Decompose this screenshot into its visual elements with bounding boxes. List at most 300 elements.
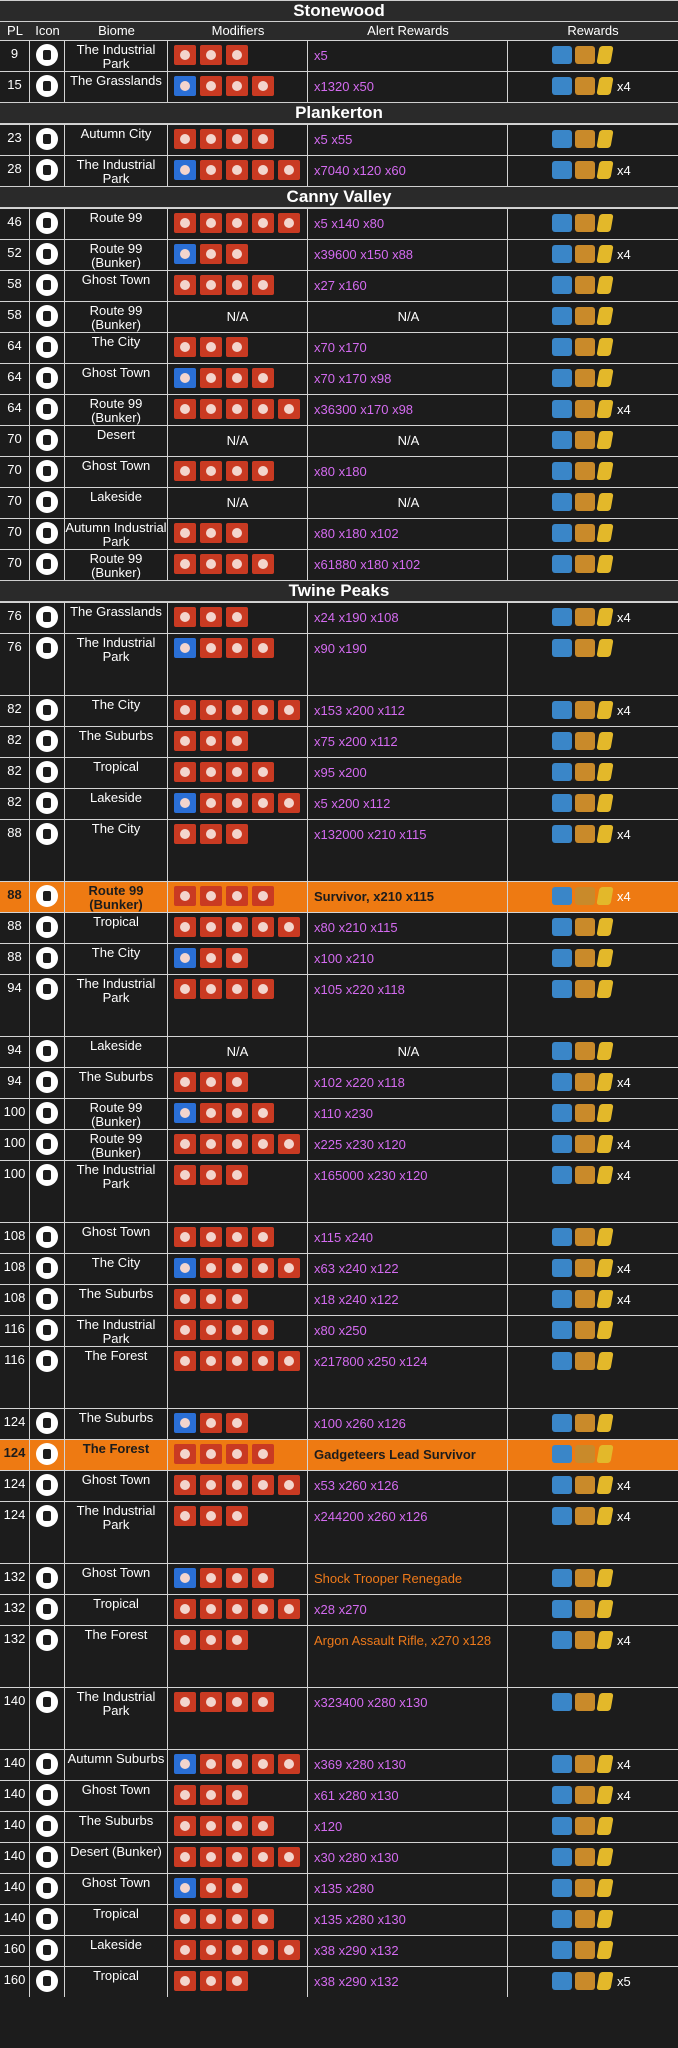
biome-icon-cell [30, 1502, 65, 1563]
power-level: 52 [0, 240, 30, 270]
biome-icon-cell [30, 1285, 65, 1315]
modifier-icons [174, 1816, 274, 1836]
modifier-icon [226, 244, 248, 264]
reward-icon [596, 918, 613, 936]
modifier-icons [174, 1351, 300, 1371]
alert-rewards-cell [308, 271, 508, 301]
reward-icon [552, 1600, 572, 1618]
modifier-icon [226, 1847, 248, 1867]
table-row [0, 1904, 678, 1935]
reward-icon [575, 1476, 595, 1494]
reward-icon [575, 307, 595, 325]
rewards-cell [508, 1254, 678, 1284]
modifier-icons [174, 1103, 274, 1123]
biome-icon-cell [30, 1440, 65, 1470]
reward-icon [575, 639, 595, 657]
modifier-icon [226, 1506, 248, 1526]
modifiers-cell [168, 72, 308, 102]
modifier-icon [174, 700, 196, 720]
rewards-cell [508, 727, 678, 757]
biome-icon-cell [30, 1843, 65, 1873]
modifier-icon [174, 1072, 196, 1092]
modifier-icon [200, 948, 222, 968]
biome-icon [36, 491, 58, 513]
biome-icon [36, 1071, 58, 1093]
biome-icon [36, 1629, 58, 1651]
modifier-icons [174, 1506, 248, 1526]
biome-name: Ghost Town [65, 1471, 168, 1501]
alert-rewards-cell [308, 240, 508, 270]
reward-icon [596, 400, 613, 418]
modifier-icon [252, 1134, 274, 1154]
reward-icon [596, 1879, 613, 1897]
reward-icon [596, 1910, 613, 1928]
biome-icon-cell [30, 1347, 65, 1408]
reward-icons [552, 763, 612, 781]
modifier-icon [226, 1227, 248, 1247]
alert-rewards-text: x30 x280 x130 [314, 1850, 399, 1865]
table-row [0, 155, 678, 186]
modifiers-na: N/A [226, 495, 249, 510]
biome-icon-cell [30, 364, 65, 394]
modifier-icon [200, 1506, 222, 1526]
modifiers-cell [168, 944, 308, 974]
rewards-cell [508, 1161, 678, 1222]
biome-name: The City [65, 820, 168, 881]
reward-icons [552, 794, 612, 812]
biome-icon-cell [30, 1874, 65, 1904]
biome-name: The Suburbs [65, 1068, 168, 1098]
reward-icon [575, 130, 595, 148]
modifier-icon [252, 1847, 274, 1867]
alert-rewards-text: x90 x190 [314, 641, 367, 656]
biome-icon [36, 1257, 58, 1279]
modifier-icon [226, 1475, 248, 1495]
modifier-icon [252, 1475, 274, 1495]
modifier-icon [200, 275, 222, 295]
power-level: 140 [0, 1688, 30, 1749]
alert-rewards-text: x53 x260 x126 [314, 1478, 399, 1493]
modifiers-cell [168, 1843, 308, 1873]
biome-icon-cell [30, 758, 65, 788]
biome-icon [36, 1846, 58, 1868]
modifier-icon [174, 461, 196, 481]
reward-icons [552, 493, 612, 511]
column-header: Biome [98, 23, 135, 38]
alert-rewards-cell [308, 333, 508, 363]
alert-rewards-text: x95 x200 [314, 765, 367, 780]
modifier-icon [278, 1847, 300, 1867]
modifier-icons [174, 275, 274, 295]
reward-icon [575, 338, 595, 356]
table-row [0, 602, 678, 633]
reward-icon [575, 608, 595, 626]
table-row [0, 1811, 678, 1842]
modifier-icon [200, 461, 222, 481]
rewards-cell [508, 41, 678, 71]
modifiers-cell [168, 1130, 308, 1160]
biome-icon [36, 1443, 58, 1465]
power-level: 88 [0, 820, 30, 881]
reward-icons [552, 732, 612, 750]
modifier-icon [174, 368, 196, 388]
modifier-icons [174, 638, 274, 658]
table-row [0, 819, 678, 881]
modifier-icons [174, 1227, 274, 1247]
reward-icons [552, 1135, 631, 1153]
biome-name: The Industrial Park [65, 1688, 168, 1749]
reward-icon [596, 245, 613, 263]
alert-rewards-cell [308, 457, 508, 487]
alert-rewards-cell [308, 1564, 508, 1594]
modifiers-na: N/A [226, 433, 249, 448]
modifier-icon [200, 160, 222, 180]
modifiers-cell [168, 1037, 308, 1067]
reward-icon [575, 887, 595, 905]
alert-rewards-text: Argon Assault Rifle, x270 x128 [314, 1633, 492, 1648]
modifier-icon [252, 1816, 274, 1836]
reward-icon [552, 1104, 572, 1122]
rewards-cell [508, 1564, 678, 1594]
biome-icon-cell [30, 1223, 65, 1253]
modifier-icon [226, 948, 248, 968]
rewards-cell [508, 820, 678, 881]
modifier-icons [174, 1692, 274, 1712]
rewards-cell [508, 72, 678, 102]
modifier-icon [278, 1351, 300, 1371]
alert-rewards-text: x244200 x260 x126 [314, 1509, 428, 1524]
modifier-icon [200, 917, 222, 937]
alert-rewards-cell [308, 1595, 508, 1625]
reward-icon [552, 1259, 572, 1277]
rewards-cell [508, 975, 678, 1036]
biome-icon-cell [30, 1068, 65, 1098]
reward-icon [552, 276, 572, 294]
modifier-icon [174, 1506, 196, 1526]
reward-icons [552, 918, 612, 936]
alert-rewards-cell [308, 882, 508, 912]
reward-icons [552, 949, 612, 967]
alert-rewards-cell [308, 696, 508, 726]
biome-icon-cell [30, 1688, 65, 1749]
reward-icons [552, 1352, 612, 1370]
alert-rewards-text: x75 x200 x112 [314, 734, 398, 749]
reward-icon [596, 1352, 613, 1370]
modifier-icons [174, 1258, 300, 1278]
modifier-icon [278, 1258, 300, 1278]
reward-icon [596, 1166, 613, 1184]
reward-icon [552, 1228, 572, 1246]
modifier-icons [174, 45, 248, 65]
table-row [0, 633, 678, 695]
modifier-icon [278, 399, 300, 419]
modifier-icon [200, 731, 222, 751]
modifier-icons [174, 1444, 274, 1464]
reward-icon [552, 130, 572, 148]
modifiers-cell [168, 1967, 308, 1997]
reward-icon [552, 763, 572, 781]
table-row [0, 487, 678, 518]
reward-icon [575, 1321, 595, 1339]
power-level: 82 [0, 789, 30, 819]
reward-icon [596, 1135, 613, 1153]
reward-icon [575, 1104, 595, 1122]
reward-icon [575, 1693, 595, 1711]
reward-icon [596, 1848, 613, 1866]
biome-icon-cell [30, 240, 65, 270]
biome-icon [36, 159, 58, 181]
table-row [0, 726, 678, 757]
modifier-icon [174, 1785, 196, 1805]
biome-icon-cell [30, 944, 65, 974]
biome-icon [36, 1908, 58, 1930]
modifier-icon [252, 461, 274, 481]
modifiers-cell [168, 1471, 308, 1501]
modifier-icon [226, 1072, 248, 1092]
power-level: 132 [0, 1626, 30, 1687]
alert-rewards-cell [308, 1130, 508, 1160]
alert-rewards-text: x7040 x120 x60 [314, 163, 406, 178]
biome-name: Ghost Town [65, 1223, 168, 1253]
modifiers-cell [168, 1626, 308, 1687]
modifiers-cell [168, 240, 308, 270]
reward-icons [552, 1910, 612, 1928]
reward-icons [552, 1879, 612, 1897]
biome-name: Route 99 [65, 209, 168, 239]
power-level: 82 [0, 727, 30, 757]
alert-rewards-cell [308, 758, 508, 788]
section-title: Stonewood [0, 0, 678, 22]
alert-rewards-cell [308, 603, 508, 633]
modifier-icon [226, 1692, 248, 1712]
modifier-icon [200, 1227, 222, 1247]
modifiers-cell [168, 882, 308, 912]
reward-icon [552, 918, 572, 936]
modifiers-cell [168, 1161, 308, 1222]
modifier-icon [200, 368, 222, 388]
reward-icon [552, 400, 572, 418]
biome-icon-cell [30, 72, 65, 102]
modifier-icons [174, 824, 248, 844]
biome-icon [36, 1877, 58, 1899]
modifier-icon [226, 1134, 248, 1154]
modifiers-cell [168, 125, 308, 155]
modifier-icon [174, 1630, 196, 1650]
rewards-cell [508, 395, 678, 425]
modifier-icon [252, 979, 274, 999]
biome-name: The Forest [65, 1440, 168, 1470]
table-row [0, 332, 678, 363]
modifier-icon [226, 1940, 248, 1960]
reward-icon [552, 1693, 572, 1711]
rewards-cell [508, 1130, 678, 1160]
alert-rewards-cell [308, 820, 508, 881]
alert-rewards-cell [308, 156, 508, 186]
reward-icon [552, 608, 572, 626]
reward-icons [552, 130, 612, 148]
table-row [0, 456, 678, 487]
modifier-icons [174, 160, 300, 180]
biome-icon-cell [30, 1595, 65, 1625]
modifier-icon [200, 1475, 222, 1495]
rewards-cell [508, 696, 678, 726]
modifiers-cell [168, 1440, 308, 1470]
alert-rewards-text: x36300 x170 x98 [314, 402, 414, 417]
modifier-icon [174, 1568, 196, 1588]
reward-icon [575, 1755, 595, 1773]
biome-icon-cell [30, 696, 65, 726]
modifier-icon [226, 160, 248, 180]
modifier-icon [174, 244, 196, 264]
alert-rewards-cell [308, 1812, 508, 1842]
table-row [0, 1966, 678, 1997]
modifier-icon [174, 76, 196, 96]
modifier-icon [252, 886, 274, 906]
modifier-icons [174, 1165, 248, 1185]
biome-icon-cell [30, 1564, 65, 1594]
biome-name: Lakeside [65, 789, 168, 819]
reward-icon [575, 1507, 595, 1525]
modifier-icon [252, 1320, 274, 1340]
reward-icons [552, 1166, 631, 1184]
modifiers-cell [168, 1316, 308, 1346]
reward-icons [552, 1848, 612, 1866]
reward-icon [575, 245, 595, 263]
reward-icons [552, 1600, 612, 1618]
reward-icon [575, 555, 595, 573]
reward-icon [575, 825, 595, 843]
alert-rewards-text: N/A [397, 1044, 420, 1059]
reward-count: x4 [617, 401, 631, 417]
alert-rewards-text: x61880 x180 x102 [314, 557, 421, 572]
modifiers-cell [168, 426, 308, 456]
reward-icon [552, 980, 572, 998]
biome-icon [36, 128, 58, 150]
biome-icon-cell [30, 1967, 65, 1997]
reward-icon [552, 1848, 572, 1866]
modifier-icon [200, 45, 222, 65]
modifier-icon [200, 1289, 222, 1309]
modifier-icon [226, 1785, 248, 1805]
modifiers-cell [168, 395, 308, 425]
reward-icon [596, 608, 613, 626]
modifier-icons [174, 76, 274, 96]
biome-name: Route 99 (Bunker) [65, 882, 168, 912]
modifier-icon [200, 76, 222, 96]
modifier-icon [200, 824, 222, 844]
modifiers-cell [168, 820, 308, 881]
reward-icons [552, 1414, 612, 1432]
modifier-icon [174, 948, 196, 968]
reward-icon [575, 949, 595, 967]
reward-icon [552, 1786, 572, 1804]
table-row [0, 1098, 678, 1129]
table-row [0, 71, 678, 102]
modifier-icons [174, 1475, 300, 1495]
biome-name: The Forest [65, 1347, 168, 1408]
biome-icon [36, 429, 58, 451]
modifier-icon [200, 1444, 222, 1464]
biome-name: Lakeside [65, 1936, 168, 1966]
rewards-cell [508, 1409, 678, 1439]
reward-icons [552, 1693, 612, 1711]
power-level: 64 [0, 395, 30, 425]
biome-icon [36, 916, 58, 938]
alert-rewards-cell [308, 1781, 508, 1811]
modifier-icon [252, 1568, 274, 1588]
modifier-icon [174, 638, 196, 658]
power-level: 64 [0, 333, 30, 363]
alert-rewards-text: x105 x220 x118 [314, 982, 405, 997]
modifier-icon [252, 700, 274, 720]
reward-icon [596, 1414, 613, 1432]
biome-name: Route 99 (Bunker) [65, 550, 168, 580]
modifier-icon [226, 1413, 248, 1433]
reward-icon [575, 1848, 595, 1866]
biome-icon [36, 1226, 58, 1248]
table-row [0, 301, 678, 332]
reward-icon [596, 1972, 613, 1990]
reward-icons [552, 1507, 631, 1525]
reward-icon [596, 1321, 613, 1339]
rewards-cell [508, 488, 678, 518]
power-level: 70 [0, 426, 30, 456]
reward-icon [596, 980, 613, 998]
reward-count: x4 [617, 1291, 631, 1307]
modifiers-cell [168, 634, 308, 695]
power-level: 46 [0, 209, 30, 239]
modifiers-cell [168, 457, 308, 487]
biome-icon-cell [30, 1409, 65, 1439]
modifier-icon [174, 1258, 196, 1278]
biome-icon [36, 1350, 58, 1372]
reward-icon [575, 77, 595, 95]
alert-rewards-text: x100 x260 x126 [314, 1416, 406, 1431]
reward-icon [596, 732, 613, 750]
table-row [0, 1129, 678, 1160]
alert-rewards-cell [308, 1874, 508, 1904]
table-row [0, 757, 678, 788]
alert-rewards-cell [308, 519, 508, 549]
modifier-icon [252, 1940, 274, 1960]
rewards-cell [508, 1626, 678, 1687]
modifier-icon [226, 76, 248, 96]
rewards-cell [508, 1068, 678, 1098]
power-level: 100 [0, 1099, 30, 1129]
reward-icon [596, 1104, 613, 1122]
biome-icon [36, 460, 58, 482]
table-row [0, 1687, 678, 1749]
rewards-cell [508, 1905, 678, 1935]
table-row [0, 425, 678, 456]
table-row [0, 1842, 678, 1873]
modifier-icon [200, 1413, 222, 1433]
alert-rewards-cell [308, 1099, 508, 1129]
rewards-cell [508, 944, 678, 974]
alert-rewards-text: N/A [397, 309, 420, 324]
biome-icon-cell [30, 1130, 65, 1160]
alert-rewards-text: x217800 x250 x124 [314, 1354, 428, 1369]
section-title: Canny Valley [0, 186, 678, 208]
modifier-icon [174, 399, 196, 419]
power-level: 160 [0, 1936, 30, 1966]
biome-name: Autumn City [65, 125, 168, 155]
alert-rewards-text: Survivor, x210 x115 [314, 889, 434, 904]
power-level: 28 [0, 156, 30, 186]
modifier-icon [226, 213, 248, 233]
reward-icon [552, 1290, 572, 1308]
power-level: 94 [0, 1037, 30, 1067]
